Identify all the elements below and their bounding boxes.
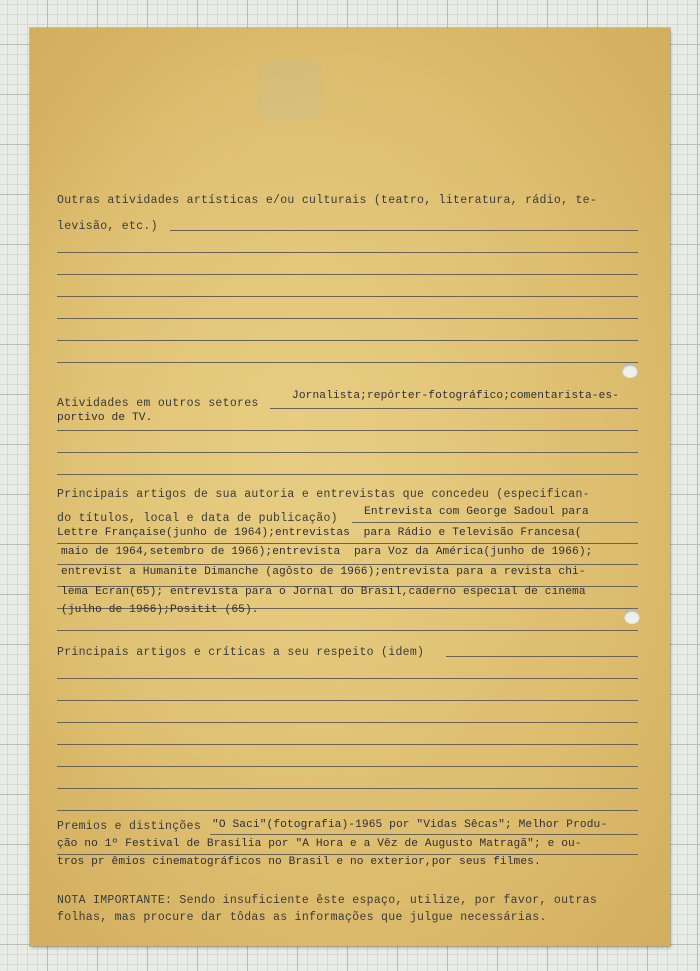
- punch-hole-bottom: [624, 610, 640, 624]
- artigos-label-line2: do títulos, local e data de publicação): [57, 512, 338, 525]
- criticas-rule: [57, 788, 638, 789]
- criticas-rule: [57, 700, 638, 701]
- artigos-answer-line: Lettre Française(junho de 1964);entrevistas para Rádio e Televisão Francesa(: [57, 527, 582, 539]
- punch-hole-top: [622, 364, 638, 378]
- atividades-answer-line: [270, 408, 638, 409]
- artigos-answer-line: (julho de 1966);Positit (65).: [61, 604, 259, 616]
- outras-answer-line: [170, 230, 638, 231]
- document-sheet: [30, 28, 670, 946]
- premios-answer-line3: tros pr êmios cinematográficos no Brasil e no exterior,por seus filmes.: [57, 856, 541, 868]
- outras-rule: [57, 318, 638, 319]
- outras-rule: [57, 340, 638, 341]
- criticas-rule: [57, 678, 638, 679]
- premios-answer-line1: "O Saci"(fotografia)-1965 por "Vidas Sêcas"; Melhor Produ-: [212, 819, 608, 831]
- paper-stain: [258, 60, 322, 122]
- criticas-rule: [57, 722, 638, 723]
- artigos-rule: [57, 630, 638, 631]
- artigos-rule: [57, 543, 638, 544]
- criticas-rule: [57, 766, 638, 767]
- atividades-rule: [57, 474, 638, 475]
- nota-line2: folhas, mas procure dar tôdas as informações que julgue necessárias.: [57, 911, 547, 924]
- nota-line1: NOTA IMPORTANTE: Sendo insuficiente êste espaço, utilize, por favor, outras: [57, 894, 598, 907]
- artigos-label-line1: Principais artigos de sua autoria e entrevistas que concedeu (especifican-: [57, 488, 590, 501]
- artigos-answer-line: entrevist a Humanite Dimanche (agôsto de 1966);entrevista para a revista chi-: [61, 566, 586, 578]
- premios-label: Premios e distinções: [57, 820, 202, 833]
- criticas-answer-line: [446, 656, 638, 657]
- outras-label-line1: Outras atividades artísticas e/ou culturais (teatro, literatura, rádio, te-: [57, 194, 598, 207]
- outras-rule: [57, 274, 638, 275]
- outras-rule: [57, 362, 638, 363]
- outras-rule: [57, 252, 638, 253]
- atividades-rule: [57, 452, 638, 453]
- artigos-rule: [57, 564, 638, 565]
- premios-rule: [57, 854, 638, 855]
- outras-label-line2: levisão, etc.): [57, 220, 158, 233]
- artigos-answer-line: Entrevista com George Sadoul para: [364, 506, 589, 518]
- premios-answer-line2: ção no 1º Festival de Brasília por "A Hora e a Vêz de Augusto Matragã"; e ou-: [57, 838, 582, 850]
- artigos-answer-line: lema Ecran(65); entrevista para o Jornal do Brasil,caderno especial de cinema: [61, 586, 586, 598]
- atividades-answer-line2: portivo de TV.: [57, 412, 153, 424]
- criticas-rule: [57, 744, 638, 745]
- artigos-answer-line: maio de 1964,setembro de 1966);entrevista para Voz da América(junho de 1966);: [61, 546, 593, 558]
- atividades-label: Atividades em outros setores: [57, 397, 259, 410]
- atividades-answer-line1: Jornalista;repórter-fotográfico;comentarista-es-: [292, 390, 620, 402]
- atividades-rule: [57, 430, 638, 431]
- artigos-rule: [352, 522, 638, 523]
- criticas-rule: [57, 810, 638, 811]
- criticas-label: Principais artigos e críticas a seu respeito (idem): [57, 646, 425, 659]
- outras-rule: [57, 296, 638, 297]
- premios-rule: [210, 834, 638, 835]
